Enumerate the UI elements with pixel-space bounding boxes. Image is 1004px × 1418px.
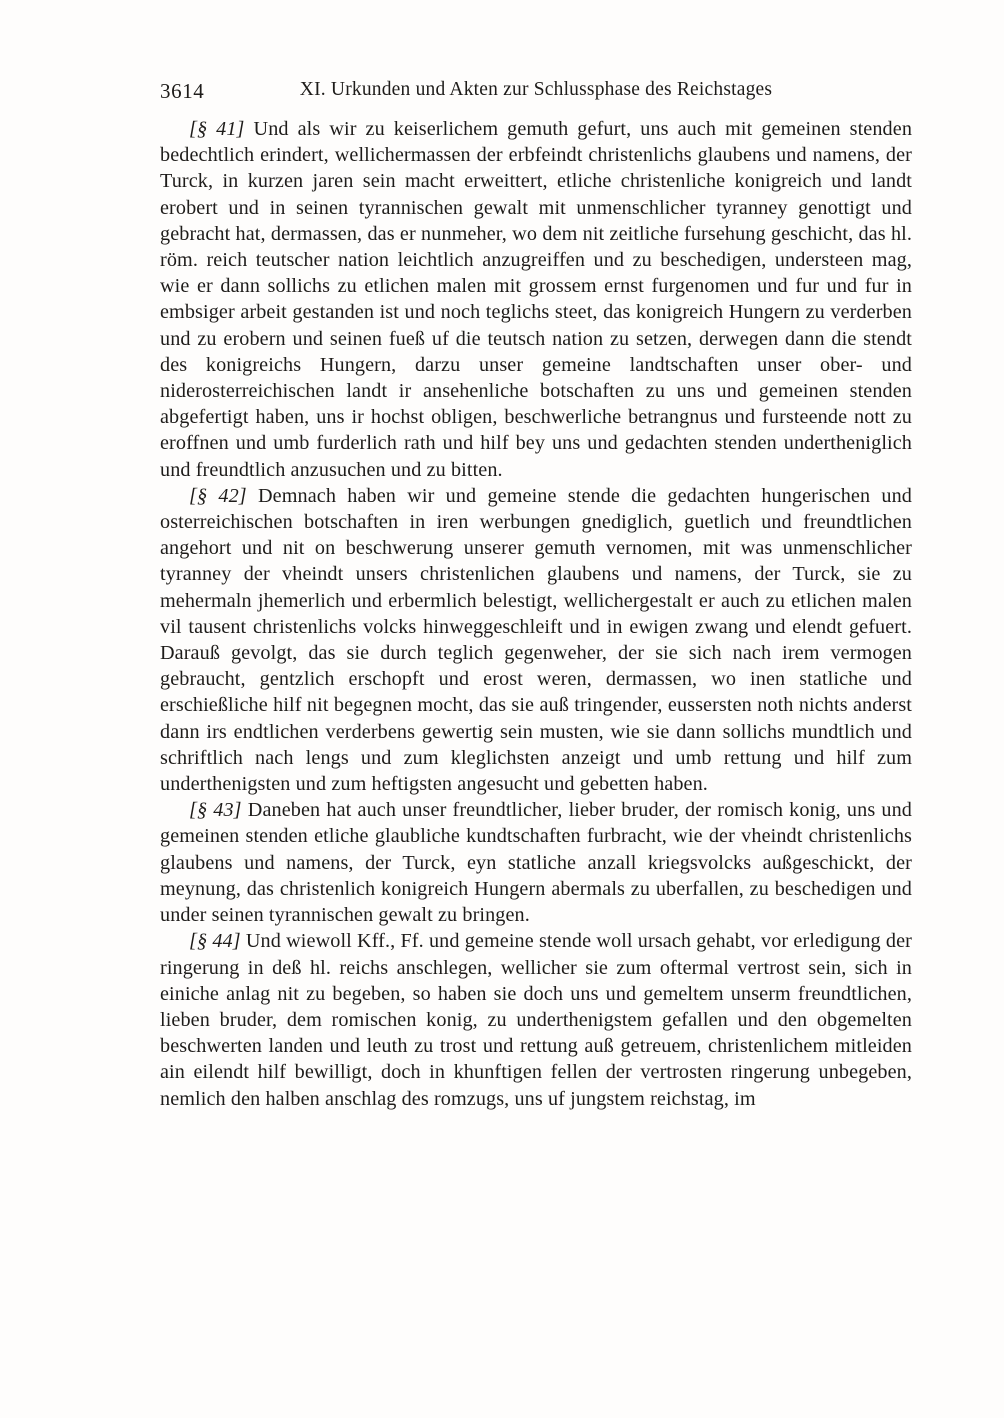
page-number: 3614 [160, 79, 205, 103]
paragraph-text: Und als wir zu keiserlichem gemuth gefurt, uns auch mit gemeinen stenden bedechtlich erindert, wellichermassen der erbfeindt christenlichs glaubens und namens, der Turck, in kurzen jaren sein macht erweittert, etliche christenliche konigreich und landt erobert und in seinen tyrannischen gewalt mit unmenschlicher tyranney genottigt und gebracht hat, dermassen, das er nunmeher, wo dem nit zeitliche fursehung geschicht, das hl. röm. reich teutscher nation leichtlich anzugreiffen und zu beschedigen, understeen mag, wie er dann sollichs zu etlichen malen mit grossem ernst furgenomen und fur und fur in embsiger arbeit gestanden ist und noch teglichs steet, das konigreich Hungern zu verderben und zu erobern und seinen fueß uf die teutsch nation zu setzen, derwegen dann die stendt des konigreichs Hungern, darzu unser gemeine landtschaften unser ober- und niderosterreichischen landt ir ansehenliche botschaften zu uns und gemeinen stenden abgefertigt haben, uns ir hochst obligen, beschwerliche betrangnus und fursteende nott zu eroffnen und umb furderlich rath und hilf bey uns und gedachten stenden undertheniglich und freundtlich anzusuchen und zu bitten. [160, 118, 913, 481]
section-marker: [§ 43] [189, 799, 242, 822]
paragraph [160, 928, 912, 1111]
paragraph-text: Demnach haben wir und gemeine stende die gedachten hungerischen und osterreichischen botschaften in iren werbungen gnediglich, guetlich und freundtlichen angehort und nit on beschwerung unserer gemuth vernomen, mit was unmenschlicher tyranney der vheindt unsers christenlichen glaubens und namens, der Turck, sie zu mehermaln jhemerlich und erbermlich belestigt, wellichergestalt er auch zu etlichen malen vil tausent christenlichs volcks hinweggeschleift und in ewigen zwang und elendt gefuert. Darauß gevolgt, das sie durch teglich gegenweher, der sie sich nach irem vermogen gebraucht, gentzlich erschopft und erost weren, dermassen, wo inen statliche und erschießliche hilf nit begegnen mocht, das sie auß tringender, eussersten noth nichts anderst dann irs endtlichen verderbens gewertig sein musten, wie sie dann sollichs mundtlich und schriftlich nach lengs und zum kleglichsten anzeigt und umb rettung und hilf zum underthenigsten und zum heftigsten angesucht und gebetten haben. [160, 484, 912, 796]
paragraph-text: Und wiewoll Kff., Ff. und gemeine stende woll ursach gehabt, vor erledigung der ringerung in deß hl. reichs anschlegen, wellicher sie zum oftermal vertrost sein, sich in einiche anlag nit zu begeben, so haben sie doch uns und gemeltem unserm freundtlichen, lieben bruder, dem romischen konig, zu underthenigstem gefallen und den obgemelten beschwerten landen und leuth zu trost und rettung auß getreuem, christenlichem mitleiden ain eilendt hilf bewilligt, doch in khunftigen fellen der vertrosten ringerung unbegeben, nemlich den halben anschlag des romzugs, uns uf jungstem reichstag, im [160, 930, 912, 1110]
paragraph [160, 116, 912, 483]
section-marker: [§ 42] [189, 484, 247, 507]
paragraph [160, 797, 912, 928]
paragraph-text: Daneben hat auch unser freundtlicher, lieber bruder, der romisch konig, uns und gemeinen stenden etliche glaubliche kundtschaften furbracht, wie der vheindt christenlichs glaubens und namens, der Turck, eyn statliche anzall kriegsvolcks außgeschickt, der meynung, das christenlich konigreich Hungern abermals zu uberfallen, zu beschedigen und under seinen tyrannischen gewalt zu bringen. [160, 799, 913, 927]
section-marker: [§ 44] [189, 930, 241, 953]
page-header [160, 79, 912, 107]
running-title: XI. Urkunden und Akten zur Schlussphase des Reichstages [299, 79, 773, 100]
paragraph [160, 483, 912, 797]
text-block [160, 116, 912, 1112]
section-marker: [§ 41] [189, 118, 245, 140]
